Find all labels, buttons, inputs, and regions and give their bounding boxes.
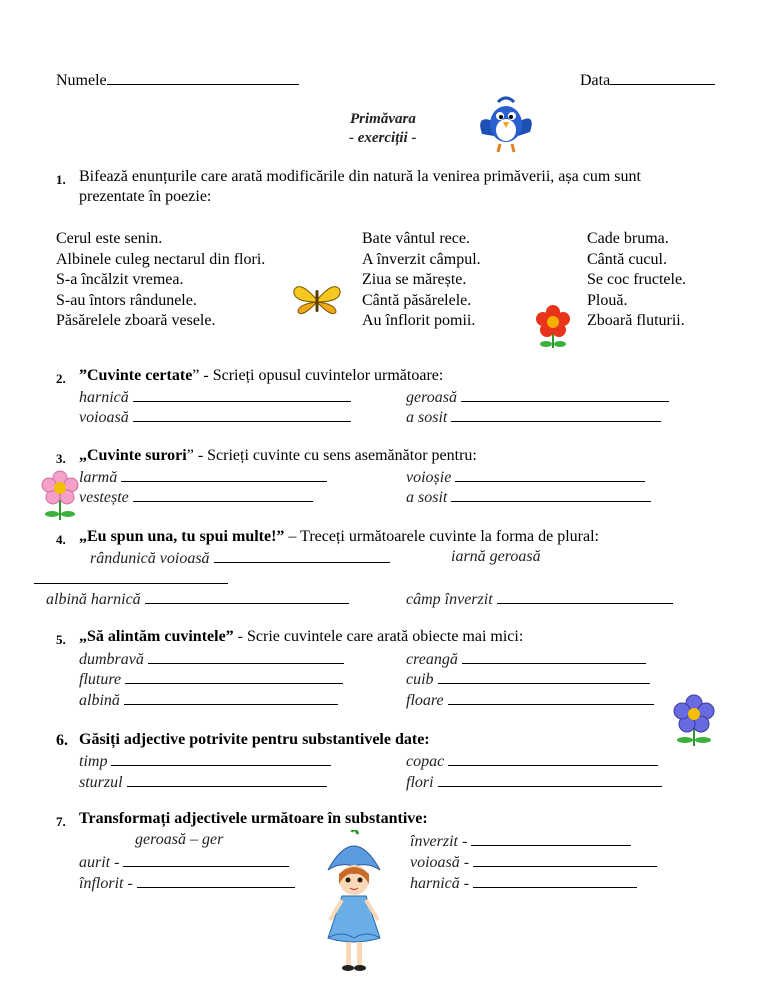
name-label: Numele [56, 72, 107, 89]
word: albină harnică [46, 591, 141, 608]
statement[interactable]: Cântă cucul. [587, 250, 667, 268]
date-field[interactable] [580, 70, 715, 90]
ex1-column-1 [56, 229, 265, 332]
statement[interactable]: Păsărelele zboară vesele. [56, 312, 216, 329]
name-field[interactable] [56, 70, 299, 90]
ex6-instruction: Găsiți adjective potrivite pentru substantivele date: [79, 731, 430, 748]
ex6-number: 6. [56, 732, 68, 749]
word: înflorit - [79, 875, 133, 892]
ex3-number: 3. [56, 451, 66, 466]
ex3-instruction [79, 447, 477, 465]
ex2-title: ”Cuvinte certate [79, 367, 193, 384]
answer-row[interactable] [406, 467, 645, 487]
word: voioasă [79, 409, 129, 426]
word: a sosit [406, 409, 448, 426]
word: flori [406, 774, 434, 791]
answer-row[interactable] [406, 690, 654, 710]
answer-row[interactable] [79, 772, 327, 792]
butterfly-icon [292, 280, 342, 320]
statement[interactable]: Au înflorit pomii. [362, 312, 476, 329]
answer-row[interactable] [79, 690, 338, 710]
word: rândunică voioasă [90, 550, 210, 567]
statement[interactable]: Bate vântul rece. [362, 230, 470, 247]
ex4-text: – Treceți următoarele cuvinte la forma de plural: [284, 528, 599, 545]
answer-row[interactable] [79, 387, 351, 407]
ex4-title: „Eu spun una, tu spui multe!” [79, 528, 285, 545]
ex7-example: geroasă – ger [135, 831, 224, 848]
date-label: Data [580, 72, 611, 89]
answer-row[interactable] [406, 589, 673, 609]
statement[interactable]: Albinele culeg nectarul din flori. [56, 250, 266, 268]
bird-icon [474, 94, 538, 156]
word: aurit - [79, 854, 120, 871]
ex4-number: 4. [56, 532, 66, 547]
ex1-number: 1. [56, 172, 66, 187]
answer-row[interactable] [406, 387, 669, 407]
ex1-column-2 [362, 229, 481, 332]
word: floare [406, 692, 444, 709]
word: voioșie [406, 469, 452, 486]
statement[interactable]: S-au întors rândunele. [56, 291, 197, 309]
flower-icon [534, 304, 572, 350]
word: albină [79, 692, 120, 709]
word: larmă [79, 469, 118, 486]
statement[interactable]: Cerul este senin. [56, 230, 163, 247]
answer-row[interactable] [406, 649, 646, 669]
word: sturzul [79, 774, 123, 791]
word: voioasă - [410, 854, 470, 871]
ex5-instruction [79, 628, 523, 646]
statement[interactable]: Se coc fructele. [587, 271, 687, 288]
flower-icon [672, 694, 716, 748]
answer-line[interactable] [34, 569, 228, 589]
flower-girl-icon [322, 830, 386, 976]
statement[interactable]: Cântă păsărelele. [362, 291, 472, 309]
word: geroasă [406, 389, 457, 406]
word: vestește [79, 489, 129, 506]
word: harnică - [410, 875, 470, 892]
answer-row[interactable] [90, 548, 390, 568]
word: dumbravă [79, 651, 144, 668]
page-subtitle: - exerciții - [349, 130, 417, 146]
ex1-instruction-2: prezentate în poezie: [79, 188, 212, 205]
statement[interactable]: S-a încălzit vremea. [56, 271, 184, 288]
answer-row[interactable] [406, 669, 650, 689]
answer-row[interactable] [410, 852, 657, 872]
answer-row[interactable] [406, 772, 662, 792]
word: fluture [79, 671, 122, 688]
statement[interactable]: Ziua se mărește. [362, 271, 467, 288]
answer-row[interactable] [406, 751, 658, 771]
page-title: Primăvara [350, 111, 416, 127]
ex2-instruction [79, 367, 443, 385]
ex3-title: „Cuvinte surori [79, 447, 187, 464]
word: înverzit - [410, 833, 468, 850]
statement[interactable]: Zboară fluturii. [587, 312, 685, 329]
ex2-text: ” - Scrieți opusul cuvintelor următoare: [192, 367, 444, 384]
answer-row[interactable] [79, 649, 344, 669]
ex5-title: „Să alintăm cuvintele” [79, 628, 234, 645]
ex5-number: 5. [56, 632, 66, 647]
statement[interactable]: A înverzit câmpul. [362, 250, 481, 268]
word: cuib [406, 671, 434, 688]
ex7-number: 7. [56, 814, 66, 829]
ex4-instruction [79, 528, 599, 546]
answer-row[interactable] [79, 467, 327, 487]
answer-row[interactable] [79, 852, 289, 872]
flower-icon [40, 470, 80, 522]
statement[interactable]: Plouă. [587, 291, 628, 309]
word: copac [406, 753, 445, 770]
answer-row[interactable] [406, 407, 661, 427]
answer-row[interactable] [79, 407, 351, 427]
word: harnică [79, 389, 129, 406]
statement[interactable]: Cade bruma. [587, 230, 669, 247]
word: creangă [406, 651, 458, 668]
answer-row[interactable] [410, 873, 637, 893]
ex1-column-3 [587, 229, 686, 332]
answer-row[interactable] [79, 751, 331, 771]
word: a sosit [406, 489, 448, 506]
answer-row[interactable] [79, 669, 343, 689]
answer-row[interactable] [410, 831, 631, 851]
answer-row[interactable] [46, 589, 349, 609]
answer-row[interactable] [406, 487, 651, 507]
ex5-text: - Scrie cuvintele care arată obiecte mai mici: [233, 628, 524, 645]
answer-row[interactable] [79, 873, 295, 893]
ex1-instruction: Bifează enunțurile care arată modificările din natură la venirea primăverii, așa cum sunt [79, 168, 641, 185]
answer-row[interactable] [79, 487, 313, 507]
ex7-instruction: Transformați adjectivele următoare în substantive: [79, 810, 428, 827]
word: câmp înverzit [406, 591, 493, 608]
ex3-text: ” - Scrieți cuvinte cu sens asemănător pentru: [186, 447, 477, 464]
word: timp [79, 753, 108, 770]
ex2-number: 2. [56, 371, 66, 386]
word: iarnă geroasă [451, 548, 541, 565]
